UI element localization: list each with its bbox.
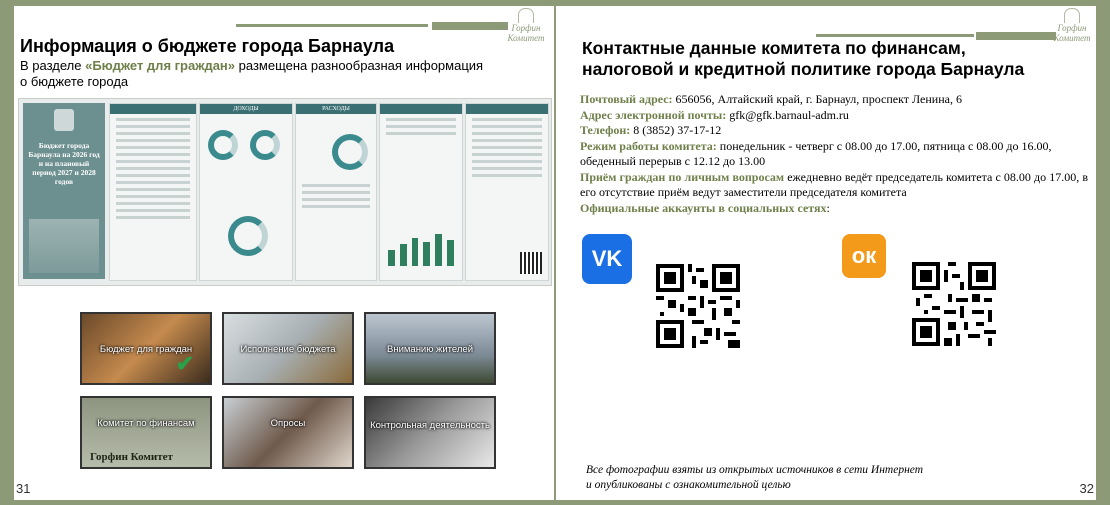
page-title: Информация о бюджете города Барнаула (20, 36, 395, 56)
tower-icon (1064, 8, 1080, 23)
vk-qr-code (656, 264, 740, 348)
tile-residents-attention[interactable] (364, 312, 496, 385)
hours-value: понедельник - четверг с 08.00 до 17.00, пятница с 08.00 до 16.00, обеденный перерыв с 12.12 до 13.00 (580, 138, 1052, 168)
tile-label: Опросы (270, 418, 306, 429)
lead-text (20, 58, 483, 90)
contacts-block (580, 92, 1088, 216)
navigation-tiles (80, 312, 490, 470)
logo-line2: Комитет (1053, 33, 1091, 43)
odnoklassniki-icon[interactable]: ок (842, 234, 886, 278)
brochure-panel-table (109, 103, 197, 281)
tile-budget-for-citizens[interactable] (80, 312, 212, 385)
tile-surveys[interactable] (222, 396, 354, 469)
tile-label: Контрольная деятельность (370, 420, 490, 431)
postal-label: Почтовый адрес: (580, 92, 673, 106)
checkmark-icon: ✔ (175, 351, 194, 376)
donut-chart (228, 216, 268, 256)
email-label: Адрес электронной почты: (580, 107, 727, 122)
crest-icon (54, 109, 74, 131)
right-page (556, 6, 1096, 500)
phone-value: 8 (3852) 37-17-12 (630, 123, 722, 137)
logo-line2: Комитет (507, 33, 545, 43)
brochure-panel-expenses (295, 103, 377, 281)
qr-code-mini (520, 252, 542, 274)
phone-label: Телефон: (580, 123, 631, 137)
lead-accent: «Бюджет для граждан» (85, 58, 236, 73)
brochure-cover (23, 103, 105, 279)
decor-bar (432, 22, 508, 30)
left-page (14, 6, 554, 500)
postal-value: 656056, Алтайский край, г. Барнаул, проспект Ленина, 6 (672, 92, 962, 106)
tile-label: Исполнение бюджета (240, 344, 336, 355)
lead-line2: о бюджете города (20, 74, 129, 89)
tile-logo-text: Горфин Комитет (90, 451, 173, 463)
hours-label: Режим работы комитета: (580, 138, 717, 153)
page-number: 31 (16, 481, 31, 496)
title-line2: налоговой и кредитной политике города Барнаула (582, 59, 1025, 79)
panel-head-expenses: РАСХОДЫ (296, 104, 376, 114)
email-link[interactable]: gfk@gfk.barnaul-adm.ru (726, 107, 849, 122)
building-image (29, 219, 99, 273)
lead-suffix: размещена разнообразная информация (235, 58, 484, 73)
donut-chart (250, 130, 280, 160)
title-line1: Контактные данные комитета по финансам, (582, 38, 966, 58)
brochure-panel-bars (379, 103, 463, 281)
tile-budget-execution[interactable] (222, 312, 354, 385)
tile-label: Комитет по финансам (97, 418, 195, 429)
tile-label: Бюджет для граждан (99, 344, 193, 355)
footnote-line2: и опубликованы с ознакомительной целью (586, 479, 791, 491)
page-number: 32 (1079, 481, 1094, 496)
vk-icon[interactable]: VK (582, 234, 632, 284)
panel-head-income: ДОХОДЫ (200, 104, 292, 114)
tile-control-activity[interactable] (364, 396, 496, 469)
brochure-cover-title: Бюджет города Барнаула на 2026 год и на плановый период 2027 и 2028 годов (28, 141, 100, 186)
ok-qr-code (912, 262, 996, 346)
logo-line1: Горфин (1057, 23, 1087, 33)
gorfin-logo (1050, 8, 1094, 43)
budget-brochure-image (18, 98, 552, 286)
logo-line1: Горфин (511, 23, 541, 33)
decor-line (236, 24, 428, 27)
lead-prefix: В разделе (20, 58, 86, 73)
donut-chart (208, 130, 238, 160)
social-label: Официальные аккаунты в социальных сетях (580, 200, 827, 215)
reception-label: Приём граждан по личным вопросам (580, 169, 785, 184)
reception-value: ежедневно ведёт председатель комитета с 08.00 до 17.00, в его отсутствие приём ведут заместители председателя комитета (580, 169, 1089, 199)
tile-label: Вниманию жителей (386, 344, 474, 355)
donut-chart (332, 134, 368, 170)
footnote-line1: Все фотографии взяты из открытых источников в сети Интернет (586, 464, 924, 476)
decor-line (816, 34, 974, 37)
photo-footnote (586, 463, 923, 493)
gorfin-logo (504, 8, 548, 43)
bar-chart (388, 226, 454, 266)
brochure-panel-income (199, 103, 293, 281)
tower-icon (518, 8, 534, 23)
brochure-panel-info (465, 103, 549, 281)
social-colon: : (826, 200, 830, 215)
page-title (582, 38, 1024, 80)
tile-finance-committee[interactable] (80, 396, 212, 469)
